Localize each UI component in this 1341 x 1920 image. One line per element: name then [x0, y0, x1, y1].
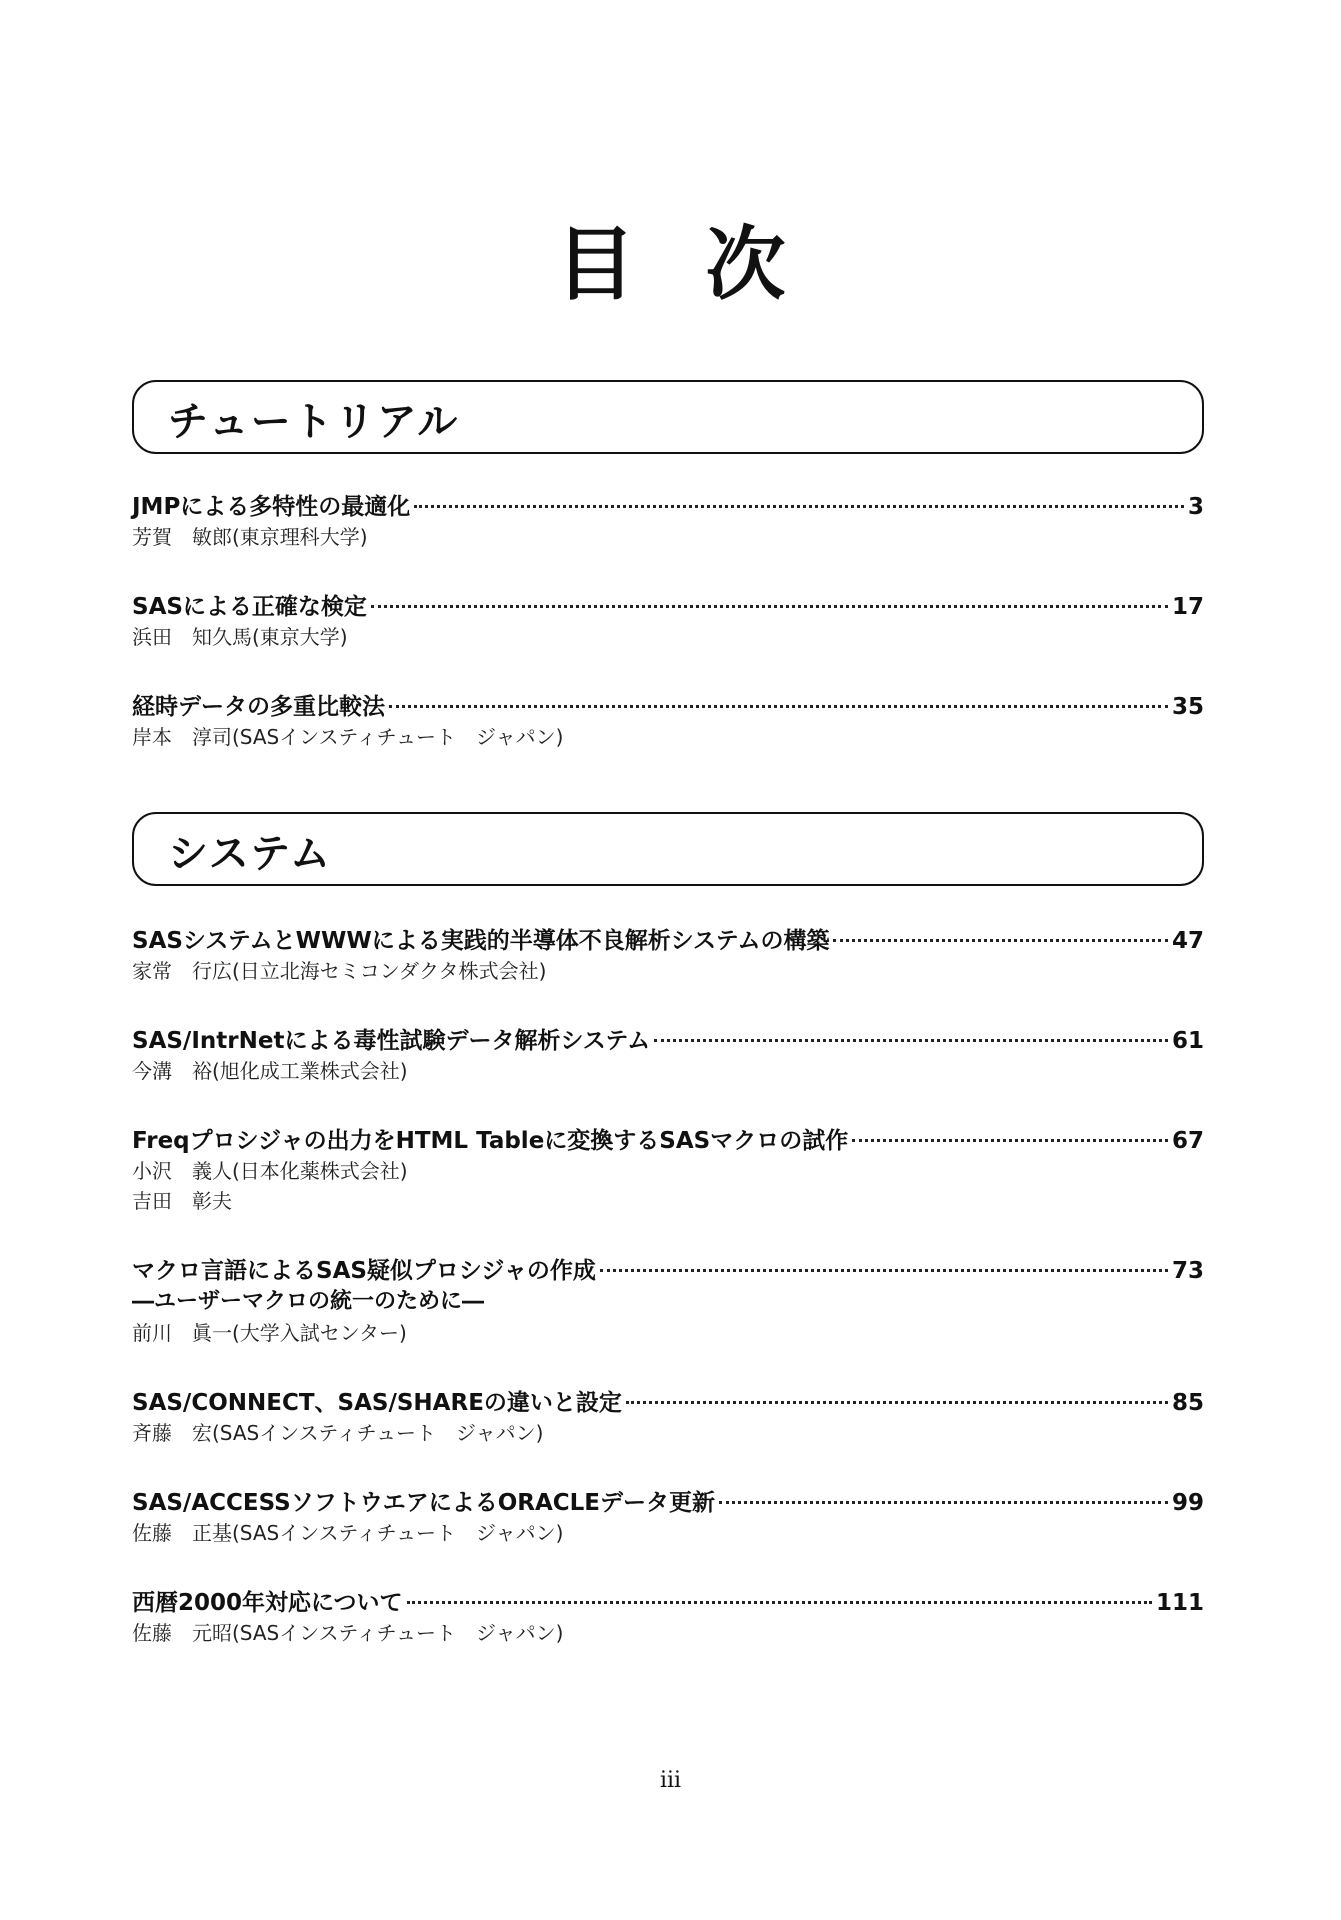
section-heading-system — [132, 812, 1204, 886]
entry-author: 芳賀 敏郎(東京理科大学) — [132, 525, 368, 549]
entry-title[interactable]: JMPによる多特性の最適化 — [132, 494, 411, 520]
dot-leader — [414, 505, 1184, 508]
entry-title[interactable]: SAS/CONNECT、SAS/SHAREの違いと設定 — [132, 1390, 622, 1416]
dot-leader — [626, 1401, 1168, 1404]
entry-author: 浜田 知久馬(東京大学) — [132, 625, 348, 649]
dot-leader — [600, 1269, 1168, 1272]
entry-author: 小沢 義人(日本化薬株式会社) — [132, 1159, 408, 1183]
entry-title[interactable]: Freqプロシジャの出力をHTML Tableに変換するSASマクロの試作 — [132, 1128, 849, 1154]
section-heading-tutorial — [132, 380, 1204, 454]
entry-page-number: 47 — [1171, 928, 1204, 954]
entry-page-number: 3 — [1187, 494, 1204, 520]
toc-entry[interactable] — [132, 1252, 1204, 1348]
entry-subtitle: ―ユーザーマクロの統一のために― — [132, 1289, 485, 1314]
toc-list-system — [132, 922, 1204, 1684]
dot-leader — [389, 705, 1168, 708]
toc-entry[interactable] — [132, 688, 1204, 752]
entry-author: 前川 眞一(大学入試センター) — [132, 1321, 407, 1345]
entry-title[interactable]: 経時データの多重比較法 — [132, 694, 385, 720]
entry-page-number: 61 — [1171, 1028, 1204, 1054]
entry-page-number: 111 — [1155, 1590, 1204, 1616]
entry-title[interactable]: 西暦2000年対応について — [132, 1590, 403, 1616]
entry-page-number: 85 — [1171, 1390, 1204, 1416]
dot-leader — [852, 1139, 1168, 1142]
dot-leader — [371, 605, 1168, 608]
toc-entry[interactable] — [132, 922, 1204, 986]
toc-entry[interactable] — [132, 1384, 1204, 1448]
toc-entry[interactable] — [132, 488, 1204, 552]
entry-title[interactable]: SASシステムとWWWによる実践的半導体不良解析システムの構築 — [132, 928, 830, 954]
entry-author: 家常 行広(日立北海セミコンダクタ株式会社) — [132, 959, 547, 983]
entry-title[interactable]: SASによる正確な検定 — [132, 594, 367, 620]
entry-page-number: 67 — [1171, 1128, 1204, 1154]
entry-author: 今溝 裕(旭化成工業株式会社) — [132, 1059, 408, 1083]
toc-list-tutorial — [132, 488, 1204, 788]
toc-entry[interactable] — [132, 588, 1204, 652]
dot-leader — [833, 939, 1168, 942]
toc-entry[interactable] — [132, 1022, 1204, 1086]
dot-leader — [719, 1501, 1168, 1504]
entry-page-number: 17 — [1171, 594, 1204, 620]
entry-author: 佐藤 元昭(SASインスティチュート ジャパン) — [132, 1621, 564, 1645]
entry-author: 吉田 彰夫 — [132, 1189, 232, 1213]
entry-title[interactable]: SAS/ACCESSソフトウエアによるORACLEデータ更新 — [132, 1490, 716, 1516]
page-title: 目次 — [555, 217, 856, 311]
dot-leader — [654, 1039, 1168, 1042]
toc-entry[interactable] — [132, 1122, 1204, 1216]
page-number-footer: iii — [659, 1768, 682, 1793]
entry-author: 佐藤 正基(SASインスティチュート ジャパン) — [132, 1521, 564, 1545]
entry-page-number: 35 — [1171, 694, 1204, 720]
dot-leader — [407, 1601, 1152, 1604]
toc-entry[interactable] — [132, 1584, 1204, 1648]
entry-author: 岸本 淳司(SASインスティチュート ジャパン) — [132, 725, 564, 749]
section-heading-label: チュートリアル — [168, 399, 460, 445]
section-heading-label: システム — [168, 831, 332, 877]
entry-title[interactable]: SAS/IntrNetによる毒性試験データ解析システム — [132, 1028, 651, 1054]
entry-page-number: 73 — [1171, 1258, 1204, 1284]
entry-author: 斉藤 宏(SASインスティチュート ジャパン) — [132, 1421, 544, 1445]
entry-page-number: 99 — [1171, 1490, 1204, 1516]
entry-title[interactable]: マクロ言語によるSAS疑似プロシジャの作成 — [132, 1258, 596, 1284]
toc-entry[interactable] — [132, 1484, 1204, 1548]
